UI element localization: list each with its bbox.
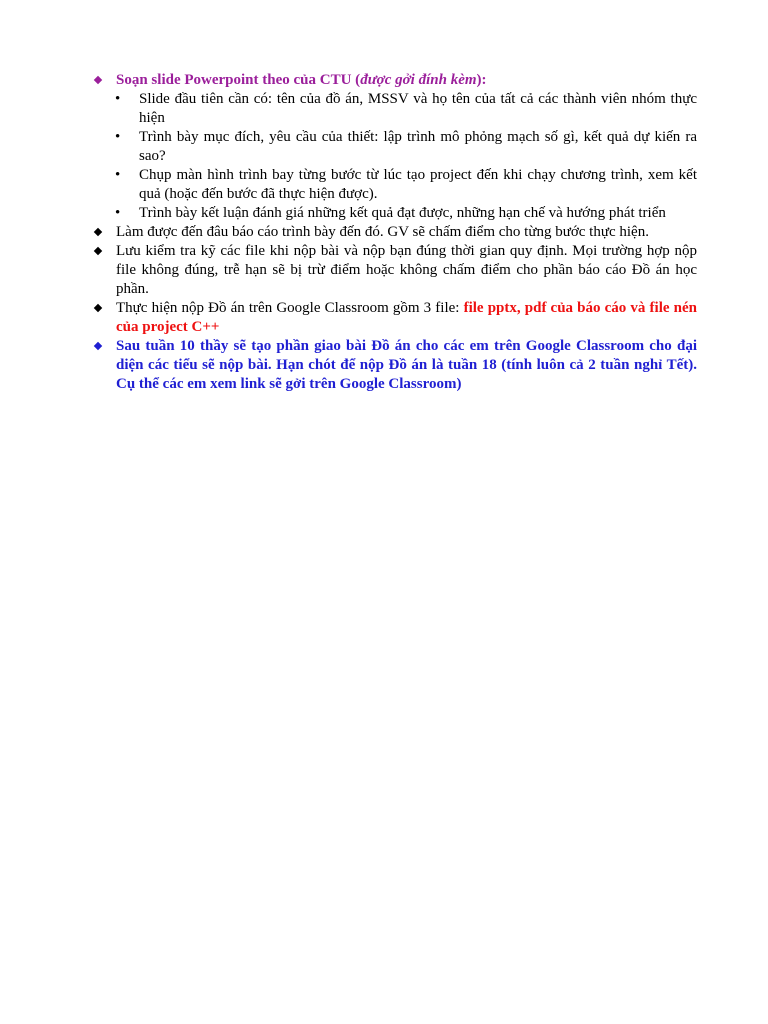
heading-end-text: ): (476, 72, 487, 88)
diamond-icon (94, 342, 102, 350)
list-item (92, 242, 697, 299)
heading-italic-text: được gởi đính kèm (360, 72, 477, 88)
item-text: Làm được đến đâu báo cáo trình bày đến đó. GV sẽ chấm điểm cho từng bước thực hiện. (116, 224, 649, 240)
sub-list (92, 90, 697, 223)
sub-item-text: Chụp màn hình trình bay từng bước từ lúc tạo project đến khi chạy chương trình, xem kết quả (hoặc đến bước đã thực hiện được). (139, 167, 697, 202)
list-item (92, 337, 697, 394)
sub-item-text: Trình bày kết luận đánh giá những kết quả đạt được, những hạn chế và hướng phát triển (139, 205, 666, 221)
round-bullet-icon: • (115, 91, 121, 107)
diamond-icon (94, 76, 102, 84)
diamond-icon (94, 228, 102, 236)
diamond-icon (94, 247, 102, 255)
round-bullet-icon: • (115, 129, 121, 145)
sub-list-item (115, 204, 697, 223)
list-item (92, 71, 697, 90)
round-bullet-icon: • (115, 205, 121, 221)
sub-list-item (115, 166, 697, 204)
heading-text: Soạn slide Powerpoint theo của CTU ( (116, 72, 361, 88)
list-item (92, 299, 697, 337)
sub-list-item (115, 90, 697, 128)
item-text: Lưu kiểm tra kỹ các file khi nộp bài và nộp bạn đúng thời gian quy định. Mọi trường hợp nộp file không đúng, trễ hạn sẽ bị trừ điểm hoặc không chấm điểm cho phần báo cáo Đồ án học phần. (116, 243, 697, 297)
item-text: Thực hiện nộp Đồ án trên Google Classroom gồm 3 file: (116, 300, 464, 316)
item-heading (116, 71, 697, 90)
diamond-icon (94, 304, 102, 312)
item-text: Sau tuần 10 thầy sẽ tạo phần giao bài Đồ án cho các em trên Google Classroom cho đại diện các tiểu sẽ nộp bài. Hạn chót để nộp Đồ án là tuần 18 (tính luôn cả 2 tuần nghỉ Tết). Cụ thể các em xem link sẽ gởi trên Google Classroom) (116, 338, 697, 392)
item-highlight-text: file pptx, pdf của báo cáo và file nén của project C++ (116, 300, 698, 335)
document-page (92, 71, 697, 394)
sub-list-item (115, 128, 697, 166)
sub-item-text: Slide đầu tiên cần có: tên của đồ án, MSSV và họ tên của tất cả các thành viên nhóm thực hiện (139, 91, 697, 126)
sub-item-text: Trình bày mục đích, yêu cầu của thiết: lập trình mô phỏng mạch số gì, kết quả dự kiến ra sao? (139, 129, 697, 164)
round-bullet-icon: • (115, 167, 121, 183)
list-item (92, 223, 697, 242)
